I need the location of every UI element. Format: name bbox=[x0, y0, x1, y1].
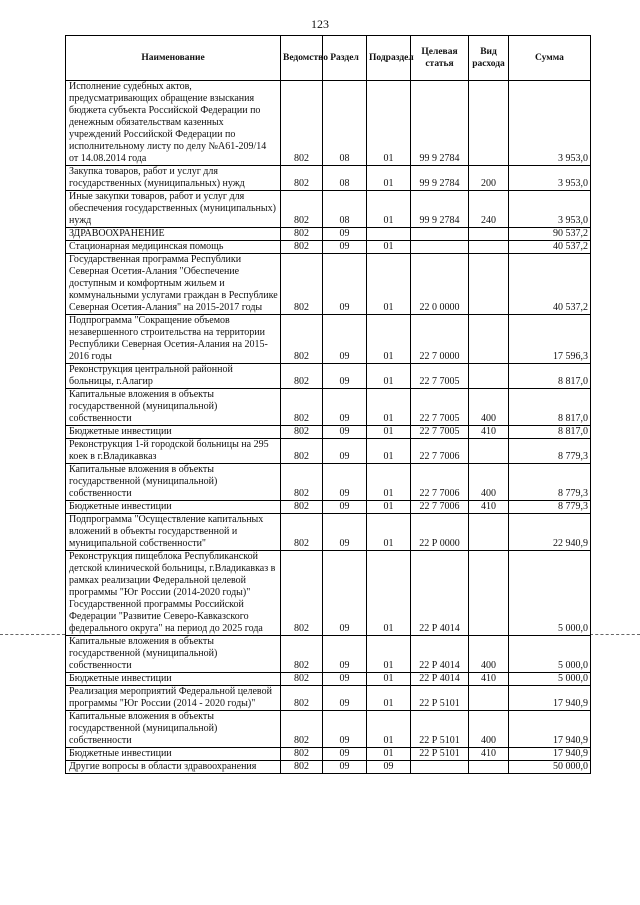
cell-target: 22 Р 4014 bbox=[411, 636, 469, 673]
cell-sum: 3 953,0 bbox=[509, 81, 591, 166]
cell-subsection: 01 bbox=[367, 191, 411, 228]
cell-dept: 802 bbox=[281, 439, 323, 464]
cell-section: 09 bbox=[323, 228, 367, 241]
cell-dept: 802 bbox=[281, 81, 323, 166]
cell-dept: 802 bbox=[281, 254, 323, 315]
cell-subsection: 01 bbox=[367, 501, 411, 514]
cell-target: 99 9 2784 bbox=[411, 81, 469, 166]
cell-target bbox=[411, 228, 469, 241]
table-row bbox=[66, 389, 591, 426]
fold-line-right bbox=[590, 634, 640, 635]
cell-target: 22 Р 5101 bbox=[411, 686, 469, 711]
cell-sum: 5 000,0 bbox=[509, 673, 591, 686]
cell-target: 22 Р 0000 bbox=[411, 514, 469, 551]
cell-subsection: 01 bbox=[367, 711, 411, 748]
cell-name: Закупка товаров, работ и услуг для государственных (муниципальных) нужд bbox=[66, 166, 281, 191]
cell-sum: 50 000,0 bbox=[509, 761, 591, 774]
cell-expense: 400 bbox=[469, 389, 509, 426]
cell-dept: 802 bbox=[281, 673, 323, 686]
cell-dept: 802 bbox=[281, 711, 323, 748]
cell-dept: 802 bbox=[281, 191, 323, 228]
cell-section: 09 bbox=[323, 514, 367, 551]
cell-target: 22 7 7006 bbox=[411, 439, 469, 464]
cell-dept: 802 bbox=[281, 748, 323, 761]
cell-name: Государственная программа Республики Северная Осетия-Алания "Обеспечение доступным и комфортным жильем и коммунальными услугами граждан в Республике Северная Осетия-Алания" на 2015-2017 годы bbox=[66, 254, 281, 315]
cell-sum: 90 537,2 bbox=[509, 228, 591, 241]
cell-dept: 802 bbox=[281, 636, 323, 673]
cell-sum: 3 953,0 bbox=[509, 166, 591, 191]
cell-subsection: 01 bbox=[367, 241, 411, 254]
table-row bbox=[66, 191, 591, 228]
header-target: Целевая статья bbox=[411, 36, 469, 81]
cell-expense bbox=[469, 686, 509, 711]
header-sum: Сумма bbox=[509, 36, 591, 81]
cell-section: 09 bbox=[323, 439, 367, 464]
table-row bbox=[66, 464, 591, 501]
cell-dept: 802 bbox=[281, 228, 323, 241]
cell-name: Бюджетные инвестиции bbox=[66, 426, 281, 439]
cell-section: 09 bbox=[323, 501, 367, 514]
cell-section: 09 bbox=[323, 636, 367, 673]
cell-sum: 17 940,9 bbox=[509, 748, 591, 761]
cell-expense: 200 bbox=[469, 166, 509, 191]
table-row bbox=[66, 514, 591, 551]
cell-section: 09 bbox=[323, 673, 367, 686]
cell-section: 09 bbox=[323, 748, 367, 761]
cell-name: Реконструкция 1-й городской больницы на 295 коек в г.Владикавказ bbox=[66, 439, 281, 464]
table-row bbox=[66, 551, 591, 636]
cell-target: 99 9 2784 bbox=[411, 191, 469, 228]
cell-section: 09 bbox=[323, 761, 367, 774]
cell-subsection: 01 bbox=[367, 81, 411, 166]
cell-sum: 17 940,9 bbox=[509, 686, 591, 711]
cell-expense bbox=[469, 761, 509, 774]
cell-section: 09 bbox=[323, 389, 367, 426]
cell-subsection: 01 bbox=[367, 315, 411, 364]
cell-subsection: 01 bbox=[367, 364, 411, 389]
cell-expense bbox=[469, 514, 509, 551]
cell-dept: 802 bbox=[281, 315, 323, 364]
cell-sum: 17 940,9 bbox=[509, 711, 591, 748]
cell-name: Другие вопросы в области здравоохранения bbox=[66, 761, 281, 774]
cell-expense: 400 bbox=[469, 636, 509, 673]
cell-name: Подпрограмма "Осуществление капитальных вложений в объекты государственной и муниципальной собственности" bbox=[66, 514, 281, 551]
cell-name: Бюджетные инвестиции bbox=[66, 673, 281, 686]
header-subsection: Подраздел bbox=[367, 36, 411, 81]
table-row bbox=[66, 166, 591, 191]
cell-section: 09 bbox=[323, 241, 367, 254]
cell-dept: 802 bbox=[281, 761, 323, 774]
cell-section: 08 bbox=[323, 81, 367, 166]
cell-section: 08 bbox=[323, 166, 367, 191]
cell-target: 22 Р 4014 bbox=[411, 673, 469, 686]
cell-subsection: 01 bbox=[367, 254, 411, 315]
cell-sum: 8 817,0 bbox=[509, 364, 591, 389]
cell-dept: 802 bbox=[281, 464, 323, 501]
cell-subsection bbox=[367, 228, 411, 241]
cell-expense bbox=[469, 551, 509, 636]
cell-target: 99 9 2784 bbox=[411, 166, 469, 191]
budget-table bbox=[65, 35, 591, 774]
cell-subsection: 01 bbox=[367, 673, 411, 686]
cell-subsection: 01 bbox=[367, 464, 411, 501]
cell-expense bbox=[469, 315, 509, 364]
table-row bbox=[66, 228, 591, 241]
cell-dept: 802 bbox=[281, 364, 323, 389]
table-row bbox=[66, 673, 591, 686]
cell-section: 09 bbox=[323, 426, 367, 439]
cell-subsection: 01 bbox=[367, 514, 411, 551]
cell-target: 22 7 7006 bbox=[411, 501, 469, 514]
cell-sum: 8 817,0 bbox=[509, 389, 591, 426]
page-number: 123 bbox=[311, 17, 329, 31]
cell-sum: 3 953,0 bbox=[509, 191, 591, 228]
cell-section: 09 bbox=[323, 711, 367, 748]
cell-subsection: 01 bbox=[367, 426, 411, 439]
table-row bbox=[66, 501, 591, 514]
table-row bbox=[66, 254, 591, 315]
cell-expense: 400 bbox=[469, 464, 509, 501]
cell-sum: 40 537,2 bbox=[509, 254, 591, 315]
cell-expense bbox=[469, 254, 509, 315]
cell-dept: 802 bbox=[281, 166, 323, 191]
header-dept: Ведомство bbox=[281, 36, 323, 81]
cell-name: Иные закупки товаров, работ и услуг для обеспечения государственных (муниципальных) нужд bbox=[66, 191, 281, 228]
cell-dept: 802 bbox=[281, 426, 323, 439]
cell-expense bbox=[469, 81, 509, 166]
cell-target: 22 Р 4014 bbox=[411, 551, 469, 636]
cell-dept: 802 bbox=[281, 514, 323, 551]
table-row bbox=[66, 636, 591, 673]
header-expense: Вид расхода bbox=[469, 36, 509, 81]
cell-expense: 400 bbox=[469, 711, 509, 748]
cell-subsection: 01 bbox=[367, 439, 411, 464]
cell-dept: 802 bbox=[281, 551, 323, 636]
cell-sum: 8 779,3 bbox=[509, 464, 591, 501]
cell-sum: 8 779,3 bbox=[509, 439, 591, 464]
cell-sum: 8 817,0 bbox=[509, 426, 591, 439]
table-row bbox=[66, 711, 591, 748]
cell-expense bbox=[469, 364, 509, 389]
cell-dept: 802 bbox=[281, 389, 323, 426]
cell-sum: 40 537,2 bbox=[509, 241, 591, 254]
cell-dept: 802 bbox=[281, 501, 323, 514]
cell-section: 09 bbox=[323, 551, 367, 636]
table-row bbox=[66, 364, 591, 389]
cell-sum: 5 000,0 bbox=[509, 636, 591, 673]
cell-subsection: 01 bbox=[367, 748, 411, 761]
cell-target: 22 7 7006 bbox=[411, 464, 469, 501]
cell-sum: 22 940,9 bbox=[509, 514, 591, 551]
cell-name: Капитальные вложения в объекты государственной (муниципальной) собственности bbox=[66, 711, 281, 748]
cell-name: Капитальные вложения в объекты государственной (муниципальной) собственности bbox=[66, 464, 281, 501]
cell-section: 09 bbox=[323, 315, 367, 364]
cell-subsection: 01 bbox=[367, 166, 411, 191]
cell-subsection: 01 bbox=[367, 389, 411, 426]
cell-section: 09 bbox=[323, 686, 367, 711]
table-row bbox=[66, 426, 591, 439]
cell-target: 22 0 0000 bbox=[411, 254, 469, 315]
header-name: Наименование bbox=[66, 36, 281, 81]
cell-name: Подпрограмма "Сокращение объемов незавершенного строительства на территории Республики Северная Осетия-Алания на 2015-2016 годы bbox=[66, 315, 281, 364]
cell-expense bbox=[469, 228, 509, 241]
cell-expense: 410 bbox=[469, 748, 509, 761]
cell-expense bbox=[469, 241, 509, 254]
table-row bbox=[66, 748, 591, 761]
cell-dept: 802 bbox=[281, 241, 323, 254]
cell-subsection: 01 bbox=[367, 551, 411, 636]
cell-name: Бюджетные инвестиции bbox=[66, 501, 281, 514]
cell-name: Реконструкция центральной районной больницы, г.Алагир bbox=[66, 364, 281, 389]
cell-sum: 5 000,0 bbox=[509, 551, 591, 636]
cell-subsection: 01 bbox=[367, 636, 411, 673]
cell-name: Исполнение судебных актов, предусматривающих обращение взыскания бюджета субъекта Российской Федерации по денежным обязательствам казенных учреждений Российской Федерации по исполнительному листу по делу №А61-209/14 от 14.08.2014 года bbox=[66, 81, 281, 166]
cell-name: Капитальные вложения в объекты государственной (муниципальной) собственности bbox=[66, 636, 281, 673]
table-row bbox=[66, 686, 591, 711]
cell-expense: 410 bbox=[469, 501, 509, 514]
table-row bbox=[66, 761, 591, 774]
cell-name: Капитальные вложения в объекты государственной (муниципальной) собственности bbox=[66, 389, 281, 426]
cell-target: 22 7 7005 bbox=[411, 389, 469, 426]
table-row bbox=[66, 241, 591, 254]
cell-target: 22 7 0000 bbox=[411, 315, 469, 364]
table-row bbox=[66, 81, 591, 166]
table-row bbox=[66, 315, 591, 364]
cell-name: Бюджетные инвестиции bbox=[66, 748, 281, 761]
cell-target: 22 Р 5101 bbox=[411, 711, 469, 748]
fold-line-left bbox=[0, 634, 65, 635]
cell-expense: 410 bbox=[469, 673, 509, 686]
cell-name: Стационарная медицинская помощь bbox=[66, 241, 281, 254]
cell-subsection: 01 bbox=[367, 686, 411, 711]
cell-subsection: 09 bbox=[367, 761, 411, 774]
cell-target bbox=[411, 761, 469, 774]
cell-sum: 17 596,3 bbox=[509, 315, 591, 364]
table-header-row bbox=[66, 36, 591, 81]
cell-section: 09 bbox=[323, 464, 367, 501]
cell-sum: 8 779,3 bbox=[509, 501, 591, 514]
cell-section: 09 bbox=[323, 254, 367, 315]
cell-target: 22 7 7005 bbox=[411, 364, 469, 389]
cell-section: 09 bbox=[323, 364, 367, 389]
cell-expense: 410 bbox=[469, 426, 509, 439]
cell-name: Реконструкция пищеблока Республиканской детской клинической больницы, г.Владикавказ в рамках реализации Федеральной целевой программы "Юг России (2014-2020 годы)" Государственной программы Российской Федерации "Развитие Северо-Кавказского федерального округа" на период до 2025 года bbox=[66, 551, 281, 636]
cell-name: Реализация мероприятий Федеральной целевой программы "Юг России (2014 - 2020 годы)" bbox=[66, 686, 281, 711]
cell-target bbox=[411, 241, 469, 254]
cell-dept: 802 bbox=[281, 686, 323, 711]
cell-expense bbox=[469, 439, 509, 464]
header-section: Раздел bbox=[323, 36, 367, 81]
cell-target: 22 7 7005 bbox=[411, 426, 469, 439]
cell-name: ЗДРАВООХРАНЕНИЕ bbox=[66, 228, 281, 241]
cell-section: 08 bbox=[323, 191, 367, 228]
cell-expense: 240 bbox=[469, 191, 509, 228]
table-row bbox=[66, 439, 591, 464]
cell-target: 22 Р 5101 bbox=[411, 748, 469, 761]
